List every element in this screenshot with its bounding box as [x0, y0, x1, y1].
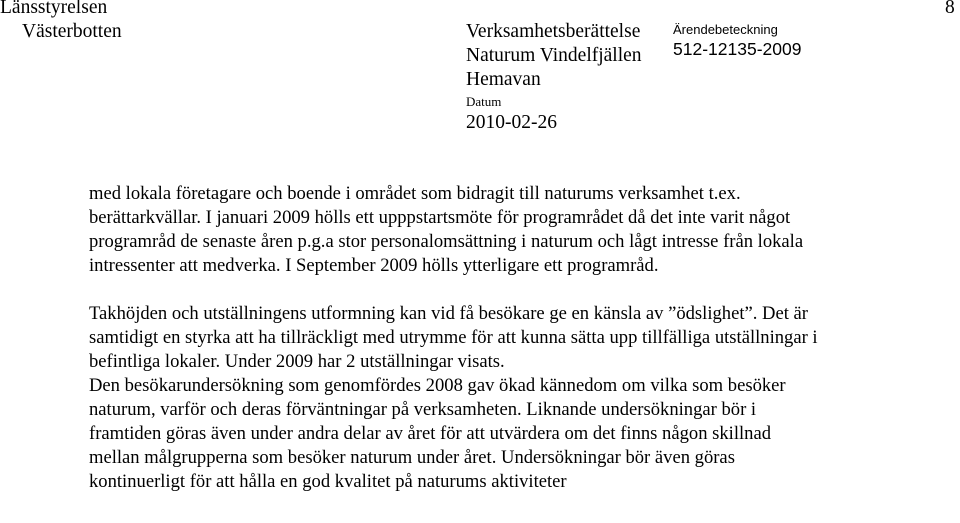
body-line: med lokala företagare och boende i området som bidragit till naturums verksamhet t.ex. — [89, 183, 741, 204]
body-line: intressenter att medverka. I September 2009 hölls ytterligare ett programråd. — [89, 255, 659, 276]
body-line: Takhöjden och utställningens utformning kan vid få besökare ge en känsla av ”ödslighet”. Det är — [89, 303, 808, 324]
organization-unit: Västerbotten — [22, 21, 122, 42]
body-line: berättarkvällar. I januari 2009 hölls ett upppstartsmöte för programrådet då det inte varit något — [89, 207, 791, 228]
body-line: mellan målgrupperna som besöker naturum under året. Undersökningar bör även göras — [89, 447, 735, 468]
case-number-label: Ärendebeteckning — [673, 22, 778, 37]
body-line: kontinuerligt för att hålla en god kvalitet på naturums aktiviteter — [89, 471, 567, 492]
case-number-value: 512-12135-2009 — [673, 39, 802, 59]
document-subtitle: Naturum Vindelfjällen — [466, 45, 642, 66]
body-line: samtidigt en styrka att ha tillräckligt med utrymme för att kunna sätta upp tillfälliga utställningar i — [89, 327, 818, 348]
document-location: Hemavan — [466, 69, 541, 90]
page-number: 8 — [945, 0, 955, 18]
body-line: befintliga lokaler. Under 2009 har 2 utställningar visats. — [89, 351, 505, 372]
body-line: programråd de senaste åren p.g.a stor personalomsättning i naturum och lågt intresse från lokala — [89, 231, 804, 252]
body-line: naturum, varför och deras förväntningar på verksamheten. Liknande undersökningar bör i — [89, 399, 757, 420]
date-value: 2010-02-26 — [466, 112, 557, 133]
body-line: Den besökarundersökning som genomfördes 2008 gav ökad kännedom om vilka som besöker — [89, 375, 786, 396]
body-line: framtiden göras även under andra delar av året för att utvärdera om det finns någon skillnad — [89, 423, 772, 444]
organization-name: Länsstyrelsen — [0, 0, 108, 18]
document-title: Verksamhetsberättelse — [466, 21, 641, 42]
date-label: Datum — [466, 94, 502, 109]
